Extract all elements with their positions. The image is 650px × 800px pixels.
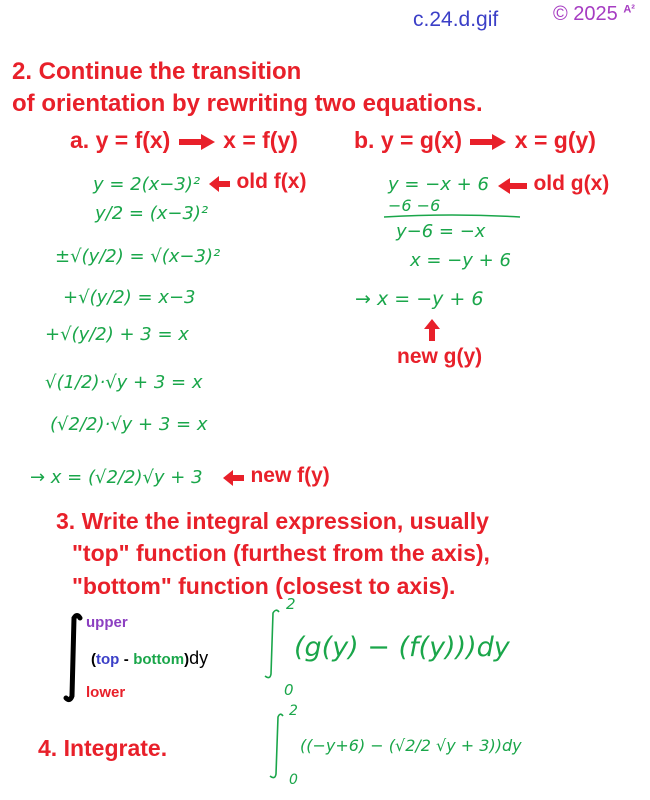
integral-sign-icon [268,712,288,782]
g-work-line1: y = −x + 6 [388,174,489,195]
new-f-label [222,464,330,488]
new-f-text: new f(y) [250,464,330,487]
g-work-underline [382,212,522,220]
integral1-lower: 0 [284,681,294,699]
integral1-body: (g(y) − (f(y)))dy [294,632,510,663]
step4-lower: 0 [289,772,298,788]
step3-line3: "bottom" function (closest to axis). [72,573,456,599]
template-close: ) [184,651,190,668]
arrow-left-icon [222,470,246,486]
step4-body: ((−y+6) − (√2/2 √y + 3))dy [300,736,522,755]
part-a [70,127,298,154]
template-upper: upper [86,614,128,631]
arrow-right-icon [468,133,508,151]
f-work-line3: ±√(y/2) = √(x−3)² [55,246,221,267]
step3-line2: "top" function (furthest from the axis), [72,540,490,566]
step3-line1: 3. Write the integral expression, usually [56,508,489,534]
new-g-text: new g(y) [397,345,483,368]
arrow-left-icon [497,177,529,195]
old-f-text: old f(x) [236,170,307,193]
template-top: top [96,651,120,668]
copyright-label [553,3,635,26]
arrow-left-icon [208,176,232,192]
g-work-line3: y−6 = −x [396,221,486,242]
integral-sign-icon [62,612,86,704]
part-b [354,127,596,154]
f-work-line5: +√(y/2) + 3 = x [45,324,189,345]
step4-label: 4. Integrate. [38,735,168,761]
old-g-text: old g(x) [533,172,610,195]
f-work-line6: √(1/2)·√y + 3 = x [45,372,203,393]
integral-sign-icon [262,608,284,682]
old-g-label [497,172,609,196]
f-work-line4: +√(y/2) = x−3 [63,287,196,308]
f-work-line8: → x = (√2/2)√y + 3 [30,467,203,488]
template-open: ( [91,651,96,668]
template-minus: - [123,651,129,668]
f-work-line7: (√2/2)·√y + 3 = x [50,414,208,435]
copyright-text: © 2025 [553,3,618,25]
template-dy: dy [189,648,209,668]
step4-upper: 2 [289,703,298,719]
old-f-label [208,170,306,194]
copyright-mark: A² [623,3,635,16]
part-b-right: x = g(y) [514,127,596,153]
f-work-line2: y/2 = (x−3)² [95,203,209,224]
template-expression [91,648,208,669]
part-a-right: x = f(y) [223,127,298,153]
g-work-line4: x = −y + 6 [410,250,511,271]
step2-heading-line2: of orientation by rewriting two equations. [12,90,483,117]
g-work-line2: −6 −6 [388,196,441,215]
part-b-left: b. y = g(x) [354,127,462,153]
step2-heading-line1: 2. Continue the transition [12,58,302,85]
arrow-up-icon [423,318,441,342]
part-a-left: a. y = f(x) [70,127,171,153]
template-lower: lower [86,684,126,701]
g-work-line5: → x = −y + 6 [355,288,484,310]
arrow-right-icon [177,133,217,151]
f-work-line1: y = 2(x−3)² [93,174,201,195]
integral1-upper: 2 [286,595,296,613]
template-bottom: bottom [133,651,185,668]
filename-label: c.24.d.gif [413,8,499,31]
